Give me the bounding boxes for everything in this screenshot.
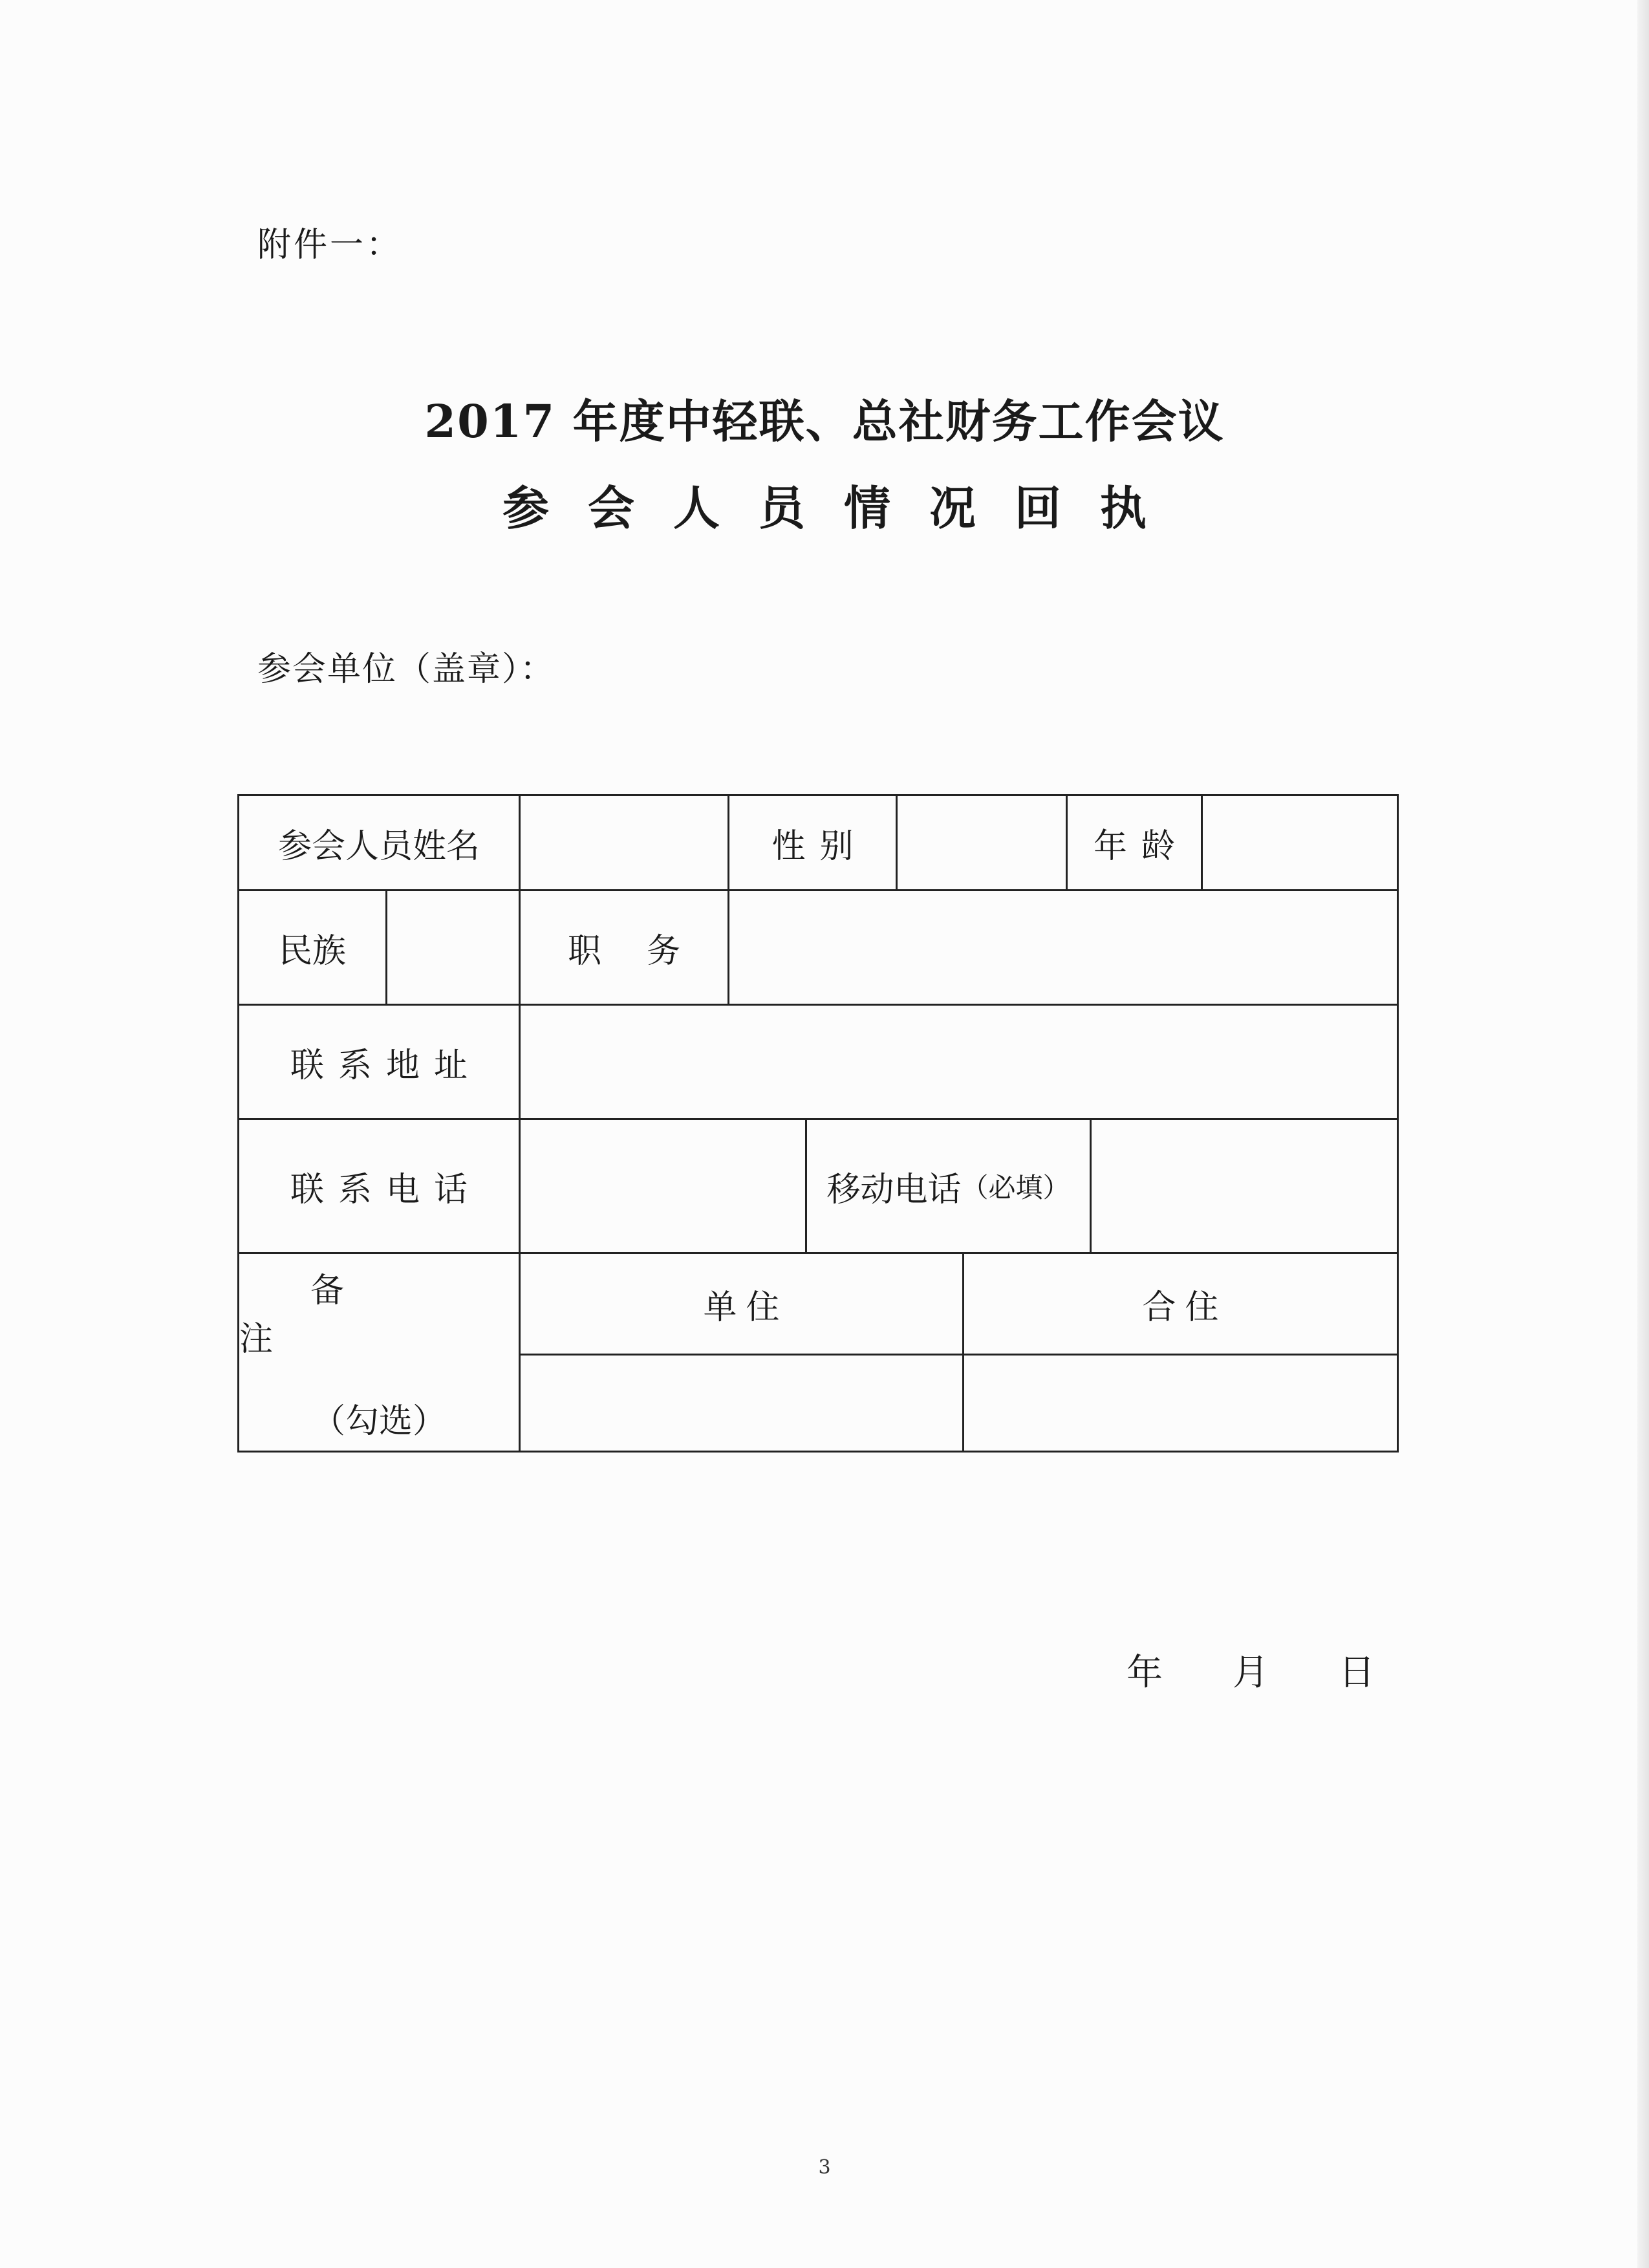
age-field[interactable]	[1201, 794, 1399, 891]
single-room-checkbox-cell[interactable]	[519, 1354, 964, 1453]
document-title: 2017 年度中轻联、总社财务工作会议	[424, 394, 1225, 448]
mobile-label: 移动电话	[826, 1170, 962, 1209]
position-label: 职务	[567, 931, 726, 971]
remark-label-cell	[237, 1252, 521, 1453]
name-label-cell	[237, 794, 521, 891]
mobile-field[interactable]	[1090, 1118, 1399, 1254]
date-month: 月	[1233, 1652, 1269, 1694]
ethnicity-label-cell	[237, 889, 387, 1006]
ethnicity-field[interactable]	[385, 889, 521, 1006]
name-field[interactable]	[519, 794, 729, 891]
gender-label: 性别	[771, 826, 868, 866]
age-label: 年龄	[1093, 826, 1189, 866]
gender-field[interactable]	[896, 794, 1068, 891]
attendance-form-table	[237, 794, 1399, 1453]
position-field[interactable]	[727, 889, 1399, 1006]
document-subtitle: 参会人员情况回执	[502, 481, 1185, 535]
page-number: 3	[818, 2156, 831, 2179]
date-year: 年	[1126, 1652, 1163, 1694]
participating-unit-label: 参会单位（盖章）：	[257, 650, 555, 689]
shared-room-label: 合住	[1142, 1288, 1228, 1327]
shared-room-checkbox-cell[interactable]	[962, 1354, 1399, 1453]
phone-label: 联系电话	[290, 1170, 482, 1209]
name-label: 参会人员姓名	[277, 826, 480, 866]
single-room-label: 单住	[703, 1288, 789, 1327]
single-room-label-cell	[519, 1252, 964, 1355]
date-line	[1126, 1644, 1375, 1696]
date-day: 日	[1339, 1652, 1375, 1694]
attachment-label: 附件一：	[257, 226, 403, 265]
address-label-cell	[237, 1004, 521, 1120]
address-label: 联系地址	[290, 1046, 482, 1085]
phone-label-cell	[237, 1118, 521, 1254]
position-label-cell	[519, 889, 729, 1006]
mobile-required-note: （必填）	[961, 1172, 1070, 1204]
mobile-label-cell	[805, 1118, 1092, 1254]
phone-field[interactable]	[519, 1118, 807, 1254]
age-label-cell	[1066, 794, 1203, 891]
address-field[interactable]	[519, 1004, 1399, 1120]
remark-sub-label: （勾选）	[311, 1401, 446, 1441]
ethnicity-label: 民族	[278, 931, 346, 971]
shared-room-label-cell	[962, 1252, 1399, 1355]
remark-label: 备注	[239, 1271, 416, 1359]
page-edge-shadow	[1637, 0, 1649, 2268]
gender-label-cell	[727, 794, 898, 891]
